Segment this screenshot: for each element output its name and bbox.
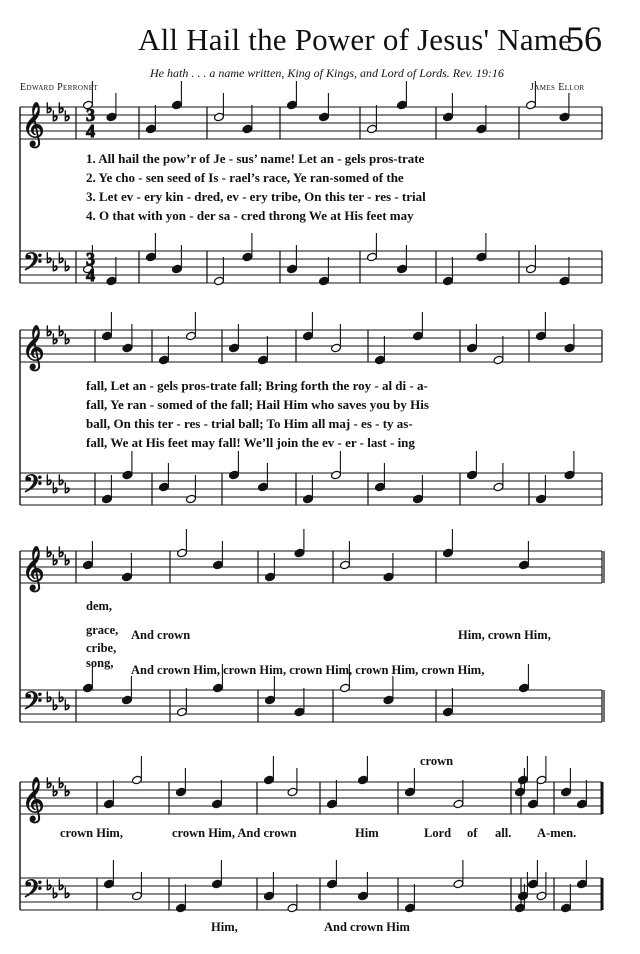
note-head bbox=[453, 799, 464, 809]
note-head bbox=[176, 787, 187, 797]
bass-clef-icon: 𝄢 bbox=[23, 470, 43, 505]
flat-icon: ♭ bbox=[52, 259, 59, 275]
treble-clef-icon: 𝄞 bbox=[22, 546, 45, 590]
time-signature-icon: 3 bbox=[86, 105, 95, 125]
note-head bbox=[172, 264, 183, 274]
flat-icon: ♭ bbox=[46, 690, 53, 706]
note-head bbox=[493, 482, 504, 492]
note-head bbox=[443, 276, 454, 286]
flat-icon: ♭ bbox=[52, 481, 59, 497]
note-head bbox=[536, 494, 547, 504]
flat-icon: ♭ bbox=[64, 698, 71, 714]
ending-verse-3: cribe, bbox=[86, 641, 117, 655]
note-head bbox=[564, 343, 575, 353]
note-head bbox=[358, 775, 369, 785]
note-head bbox=[476, 252, 487, 262]
note-head bbox=[577, 879, 588, 889]
note-head bbox=[287, 903, 298, 913]
flat-icon: ♭ bbox=[64, 332, 71, 348]
note-head bbox=[294, 548, 305, 558]
treble-word-lord: Lord bbox=[424, 826, 452, 840]
treble-clef-icon: 𝄞 bbox=[22, 777, 45, 821]
note-head bbox=[564, 470, 575, 480]
note-head bbox=[303, 494, 314, 504]
note-head bbox=[375, 482, 386, 492]
note-head bbox=[515, 787, 526, 797]
note-head bbox=[453, 879, 464, 889]
composer-credit: James Ellor bbox=[530, 82, 585, 93]
note-head bbox=[443, 707, 454, 717]
note-head bbox=[467, 470, 478, 480]
flat-icon: ♭ bbox=[58, 251, 65, 267]
note-head bbox=[83, 560, 94, 570]
ending-verse-2: grace, bbox=[86, 623, 119, 637]
flat-icon: ♭ bbox=[46, 251, 53, 267]
flat-icon: ♭ bbox=[58, 101, 65, 117]
note-head bbox=[536, 331, 547, 341]
flat-icon: ♭ bbox=[64, 886, 71, 902]
note-head bbox=[265, 572, 276, 582]
note-head bbox=[214, 112, 225, 122]
note-head bbox=[106, 112, 117, 122]
note-head bbox=[559, 276, 570, 286]
flat-icon: ♭ bbox=[46, 324, 53, 340]
note-head bbox=[367, 252, 378, 262]
note-head bbox=[561, 903, 572, 913]
note-head bbox=[172, 100, 183, 110]
word-crown-above: crown bbox=[420, 754, 454, 768]
lyric-line-s2-v2: fall, Ye ran - somed of the fall; Hail Him who saves you by His bbox=[86, 397, 429, 412]
flat-icon: ♭ bbox=[46, 545, 53, 561]
note-head bbox=[102, 331, 113, 341]
treble-word-amen: A-men. bbox=[537, 826, 577, 840]
flat-icon: ♭ bbox=[52, 332, 59, 348]
note-head bbox=[443, 112, 454, 122]
bass-clef-icon: 𝄢 bbox=[23, 875, 43, 910]
note-head bbox=[367, 124, 378, 134]
note-head bbox=[212, 879, 223, 889]
note-head bbox=[303, 331, 314, 341]
note-head bbox=[331, 343, 342, 353]
note-head bbox=[287, 787, 298, 797]
flat-icon: ♭ bbox=[58, 545, 65, 561]
flat-icon: ♭ bbox=[52, 553, 59, 569]
hymn-title: All Hail the Power of Jesus' Name bbox=[138, 22, 573, 57]
flat-icon: ♭ bbox=[58, 878, 65, 894]
flat-icon: ♭ bbox=[52, 784, 59, 800]
lyric-line-s2-v4: fall, We at His feet may fall! We’ll join the ev - er - last - ing bbox=[86, 435, 415, 450]
scripture-epigraph: He hath . . . a name written, King of Kings, and Lord of Lords. Rev. 19:16 bbox=[150, 66, 504, 80]
note-head bbox=[319, 276, 330, 286]
note-head bbox=[443, 548, 454, 558]
note-head bbox=[83, 683, 94, 693]
lyric-line-s2-v1: fall, Let an - gels pros-trate fall; Bring forth the roy - al di - a- bbox=[86, 378, 428, 393]
note-head bbox=[122, 343, 133, 353]
treble-clef-icon: 𝄞 bbox=[22, 325, 45, 369]
treble-word-him: Him bbox=[355, 826, 379, 840]
note-head bbox=[214, 276, 225, 286]
note-head bbox=[383, 695, 394, 705]
lyric-line-s1-v1: 1. All hail the pow’r of Je - sus’ name! Let an - gels pros-trate bbox=[86, 151, 425, 166]
lyric-line-s1-v4: 4. O that with yon - der sa - cred throng We at His feet may bbox=[86, 208, 414, 223]
note-head bbox=[242, 124, 253, 134]
flat-icon: ♭ bbox=[52, 109, 59, 125]
note-head bbox=[405, 787, 416, 797]
note-head bbox=[413, 494, 424, 504]
note-head bbox=[229, 470, 240, 480]
treble-words-and-crown: And crown bbox=[131, 628, 191, 642]
note-head bbox=[493, 355, 504, 365]
note-head bbox=[561, 787, 572, 797]
note-head bbox=[559, 112, 570, 122]
time-signature-icon: 3 bbox=[86, 249, 95, 269]
note-head bbox=[264, 891, 275, 901]
flat-icon: ♭ bbox=[46, 776, 53, 792]
note-head bbox=[294, 707, 305, 717]
note-head bbox=[146, 124, 157, 134]
treble-word-crown-him-1: crown Him, bbox=[60, 826, 123, 840]
note-head bbox=[518, 891, 529, 901]
note-head bbox=[519, 560, 530, 570]
note-head bbox=[132, 775, 143, 785]
note-head bbox=[340, 560, 351, 570]
note-head bbox=[242, 252, 253, 262]
note-head bbox=[405, 903, 416, 913]
note-head bbox=[258, 482, 269, 492]
time-signature-icon: 4 bbox=[86, 121, 95, 141]
flat-icon: ♭ bbox=[64, 553, 71, 569]
lyric-line-s2-v3: ball, On this ter - res - trial ball; To Him all maj - es - ty as- bbox=[86, 416, 413, 431]
flat-icon: ♭ bbox=[52, 886, 59, 902]
note-head bbox=[122, 572, 133, 582]
note-head bbox=[413, 331, 424, 341]
note-head bbox=[319, 112, 330, 122]
flat-icon: ♭ bbox=[52, 698, 59, 714]
note-head bbox=[265, 695, 276, 705]
flat-icon: ♭ bbox=[58, 776, 65, 792]
note-head bbox=[327, 879, 338, 889]
note-head bbox=[515, 903, 526, 913]
note-head bbox=[383, 572, 394, 582]
flat-icon: ♭ bbox=[58, 690, 65, 706]
note-head bbox=[159, 355, 170, 365]
author-credit: Edward Perronet bbox=[20, 82, 99, 93]
note-head bbox=[177, 707, 188, 717]
note-head bbox=[528, 879, 539, 889]
treble-words-him-crown-him: Him, crown Him, bbox=[458, 628, 551, 642]
treble-word-crown-him-and-crown: crown Him, And crown bbox=[172, 826, 297, 840]
note-head bbox=[229, 343, 240, 353]
note-head bbox=[397, 264, 408, 274]
note-head bbox=[340, 683, 351, 693]
note-head bbox=[536, 891, 547, 901]
note-head bbox=[327, 799, 338, 809]
hymn-number: 56 bbox=[566, 19, 602, 59]
treble-word-all: all. bbox=[495, 826, 512, 840]
bass-clef-icon: 𝄢 bbox=[23, 687, 43, 722]
note-head bbox=[577, 799, 588, 809]
note-head bbox=[358, 891, 369, 901]
flat-icon: ♭ bbox=[64, 481, 71, 497]
bass-clef-icon: 𝄢 bbox=[23, 248, 43, 283]
note-head bbox=[264, 775, 275, 785]
note-head bbox=[106, 276, 117, 286]
note-head bbox=[122, 695, 133, 705]
flat-icon: ♭ bbox=[58, 473, 65, 489]
flat-icon: ♭ bbox=[46, 101, 53, 117]
note-head bbox=[467, 343, 478, 353]
ending-verse-1: dem, bbox=[86, 599, 113, 613]
note-head bbox=[331, 470, 342, 480]
note-head bbox=[526, 264, 537, 274]
flat-icon: ♭ bbox=[58, 324, 65, 340]
note-head bbox=[186, 331, 197, 341]
note-head bbox=[132, 891, 143, 901]
note-head bbox=[519, 683, 530, 693]
note-head bbox=[212, 799, 223, 809]
note-head bbox=[159, 482, 170, 492]
note-head bbox=[526, 100, 537, 110]
note-head bbox=[146, 252, 157, 262]
note-head bbox=[213, 683, 224, 693]
note-head bbox=[102, 494, 113, 504]
note-head bbox=[177, 548, 188, 558]
note-head bbox=[375, 355, 386, 365]
ending-verse-4: song, bbox=[86, 656, 114, 670]
note-head bbox=[104, 879, 115, 889]
note-head bbox=[104, 799, 115, 809]
time-signature-icon: 4 bbox=[86, 265, 95, 285]
note-head bbox=[476, 124, 487, 134]
note-head bbox=[287, 264, 298, 274]
bass-words-system3: And crown Him, crown Him, crown Him, crown Him, crown Him, bbox=[131, 663, 485, 677]
note-head bbox=[287, 100, 298, 110]
flat-icon: ♭ bbox=[46, 473, 53, 489]
note-head bbox=[397, 100, 408, 110]
bass-word-and-crown-him: And crown Him bbox=[324, 920, 410, 934]
note-head bbox=[258, 355, 269, 365]
bass-word-him: Him, bbox=[211, 920, 238, 934]
note-head bbox=[518, 775, 529, 785]
flat-icon: ♭ bbox=[64, 109, 71, 125]
lyric-line-s1-v2: 2. Ye cho - sen seed of Is - rael’s race, Ye ran-somed of the bbox=[86, 170, 404, 185]
note-head bbox=[176, 903, 187, 913]
note-head bbox=[186, 494, 197, 504]
note-head bbox=[213, 560, 224, 570]
flat-icon: ♭ bbox=[64, 259, 71, 275]
treble-clef-icon: 𝄞 bbox=[22, 102, 45, 146]
flat-icon: ♭ bbox=[64, 784, 71, 800]
lyric-line-s1-v3: 3. Let ev - ery kin - dred, ev - ery tribe, On this ter - res - trial bbox=[86, 189, 426, 204]
treble-word-of: of bbox=[467, 826, 478, 840]
note-head bbox=[122, 470, 133, 480]
flat-icon: ♭ bbox=[46, 878, 53, 894]
note-head bbox=[528, 799, 539, 809]
